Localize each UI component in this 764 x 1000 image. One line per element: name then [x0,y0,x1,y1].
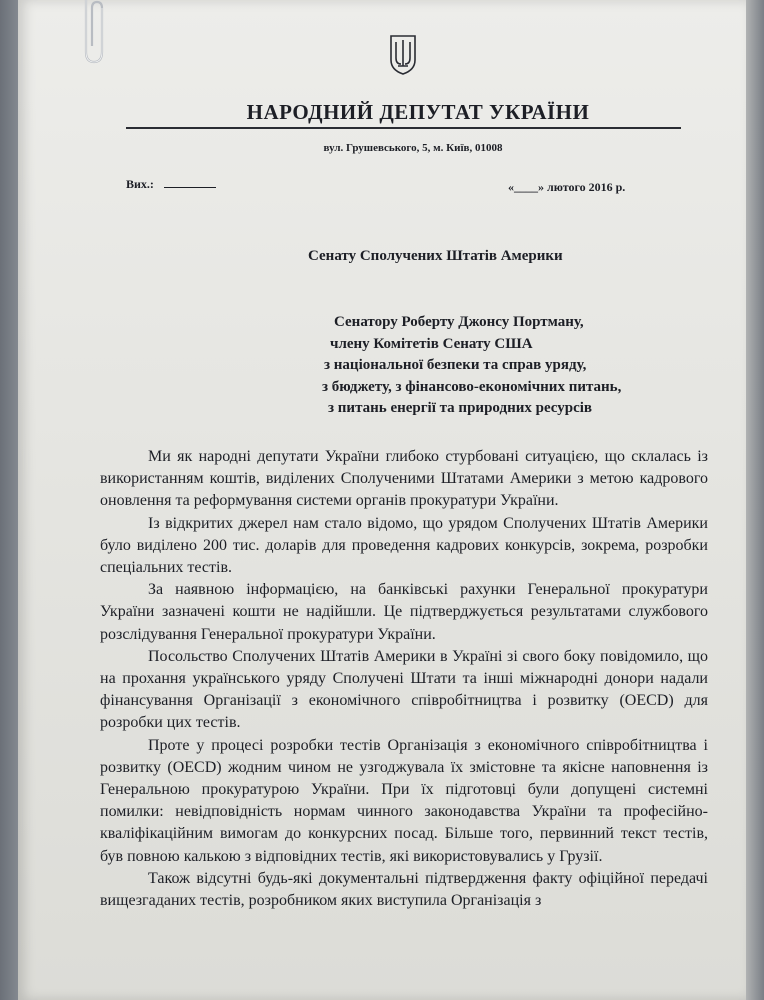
page-title: НАРОДНИЙ ДЕПУТАТ УКРАЇНИ [246,100,590,124]
addressee-block [314,312,654,420]
body-paragraph: Посольство Сполучених Штатів Америки в Україні зі свого боку повідомило, що на прохання українського уряду Сполучені Штати та інші міжнародні донори надали фінансування Організації з економічного співробітництва і розвитку (OECD) для розробки цих тестів. [100,647,708,732]
addressee-line: члену Комітетів Сенату США [330,335,533,352]
addressee-line: з бюджету, з фінансово-економічних питань, [322,378,622,395]
body-paragraph: За наявною інформацією, на банківські рахунки Генеральної прокуратури України зазначені кошти не надійшли. Це підтверджується результатами службового розслідування Генеральної прокуратури України. [100,581,708,643]
recipient: Сенату Сполучених Штатів Америки [308,248,563,264]
addressee-line: з питань енергії та природних ресурсів [328,400,593,416]
body-paragraph: Проте у процесі розробки тестів Організація з економічного співробітництва і розвитку (OECD) жодним чином не узгоджувала їх змістовне та якісне наповнення із Генеральною прокуратурою України. При їх підготовці були допущені системні помилки: невідповідність нормам чинного законодавства України та професійно-кваліфікаційним вимогам до конкурсних посад. Більше того, первинний текст тестів, був повною калькою з відповідних тестів, які використовувались у Грузії. [100,736,708,865]
body-paragraph: Із відкритих джерел нам стало відомо, що урядом Сполучених Штатів Америки було виділено 200 тис. доларів для проведення кадрових конкурсів, зокрема, розробки спеціальних тестів. [100,514,708,577]
body-paragraph: Ми як народні депутати України глибоко стурбовані ситуацією, що склалась із використанням коштів, виділених Сполученими Штатами Америки з метою кадрового оновлення та реформування системи органів прокуратури України. [100,448,708,510]
outgoing-number [126,177,216,192]
letter-page [18,0,746,1000]
sender-address: вул. Грушевського, 5, м. Київ, 01008 [323,142,503,154]
coat-of-arms-icon [388,32,418,76]
addressee-line: з національної безпеки та справ уряду, [324,357,587,373]
addressee-line: Сенатору Роберту Джонсу Портману, [334,314,584,330]
body-paragraph: Також відсутні будь-які документальні підтвердження факту офіційної передачі вищезгаданих тестів, розробником яких виступила Організація з [100,869,708,910]
letter-body [100,446,708,912]
outgoing-blank [164,177,216,188]
letter-date: «____» лютого 2016 р. [508,180,626,194]
header-divider [126,127,681,129]
paper-clip-icon [76,0,110,66]
outgoing-label: Вих.: [126,177,154,191]
